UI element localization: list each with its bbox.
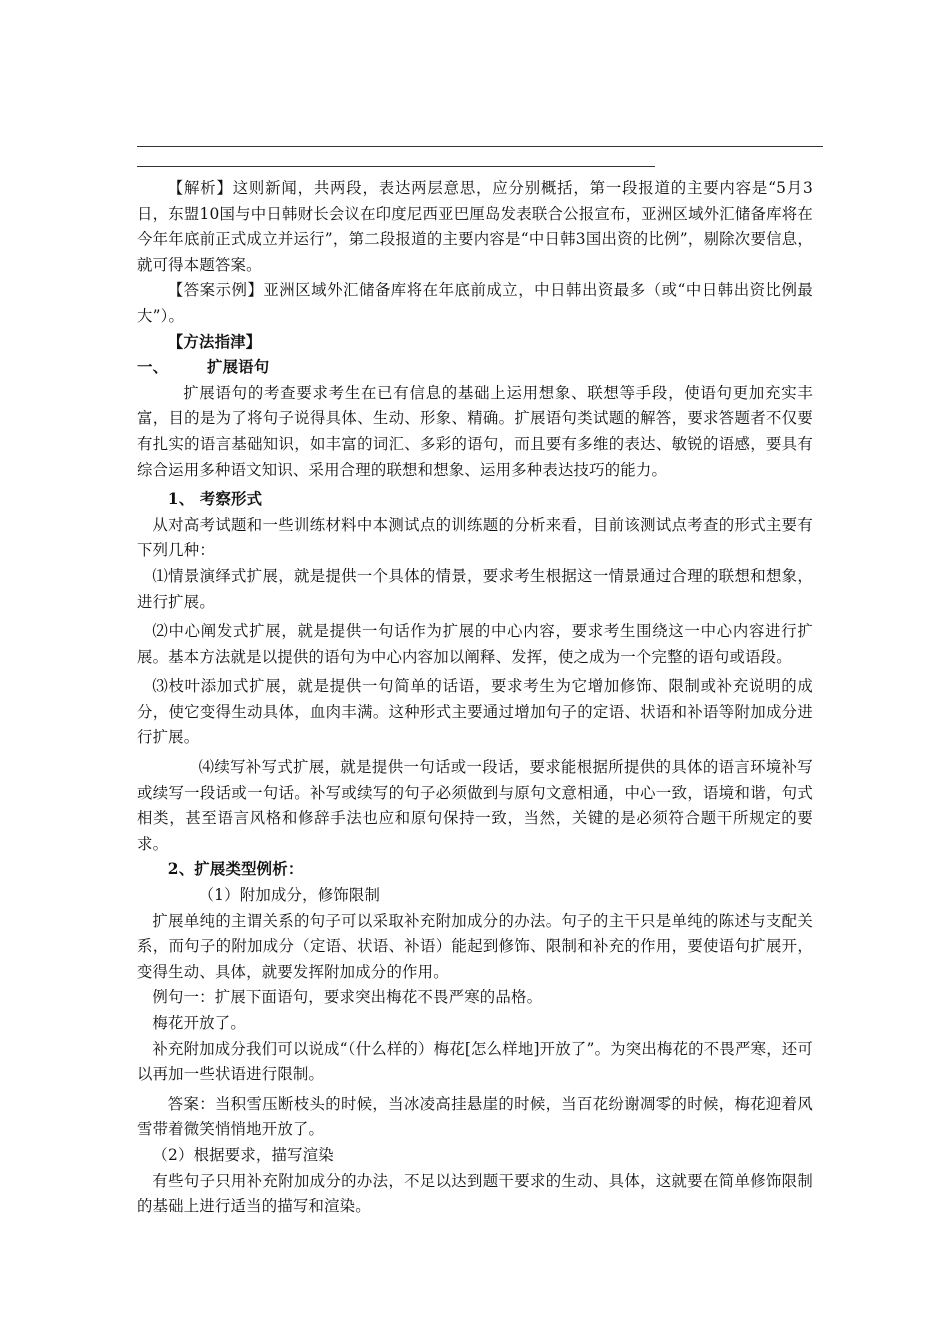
form-item-2: ⑵中心阐发式扩展，就是提供一句话作为扩展的中心内容，要求考生围绕这一中心内容进行扩展。基本方法就是以提供的语句为中心内容加以阐释、发挥，使之成为一个完整的语句或语段。 [137,622,813,666]
subsection-1-title: 1、 考察形式 [167,490,263,509]
subsection-2-title: 2、扩展类型例析： [167,860,304,879]
section-intro: 扩展语句的考查要求考生在已有信息的基础上运用想象、联想等手段，使语句更加充实丰富，目的是为了将句子说得具体、生动、形象、精确。扩展语句类试题的解答，要求答题者不仅要有扎实的语言基础知识，如丰富的词汇、多彩的语句，而且要有多维的表达、敏锐的语感，要具有综合运用多种语文知识、采用合理的联想和想象、运用多种表达技巧的能力。 [137,383,813,479]
answer-line-1 [137,146,823,147]
form-item-3: ⑶枝叶添加式扩展，就是提供一句简单的话语，要求考生为它增加修饰、限制或补充说明的成分，使它变得生动具体，血肉丰满。这种形式主要通过增加句子的定语、状语和补语等附加成分进行扩展。 [137,677,813,747]
analysis-label: 【解析】 [167,179,233,197]
example-1-answer: 答案：当积雪压断枝头的时候，当冰凌高挂悬崖的时候，当百花纷谢凋零的时候，梅花迎着风雪带着微笑悄悄地开放了。 [137,1094,813,1139]
type-2-text: 有些句子只用补充附加成分的办法，不足以达到题干要求的生动、具体，这就要在简单修饰限制的基础上进行适当的描写和渲染。 [137,1171,813,1216]
example-1-note: 补充附加成分我们可以说成“（什么样的）梅花[怎么样地]开放了”。为突出梅花的不畏严寒，还可以再加一些状语进行限制。 [137,1039,813,1084]
answer-example-text: 亚洲区域外汇储备库将在年底前成立，中日韩出资最多（或“中日韩出资比例最大”）。 [137,281,813,325]
section-number: 一、 [137,358,169,377]
section-title: 扩展语句 [207,358,270,377]
type-1-title: （1）附加成分，修饰限制 [198,886,381,905]
answer-line-2 [137,166,655,167]
section-heading [137,355,813,381]
example-1-question: 例句一：扩展下面语句，要求突出梅花不畏严寒的品格。 [152,988,543,1007]
type-1-text: 扩展单纯的主谓关系的句子可以采取补充附加成分的办法。句子的主干只是单纯的陈述与支配关系，而句子的附加成分（定语、状语、补语）能起到修饰、限制和补充的作用，要使语句扩展开，变得生动、具体，就要发挥附加成分的作用。 [137,911,813,981]
type-2-title: （2）根据要求，描写渲染 [152,1145,334,1164]
analysis-paragraph [137,176,813,278]
form-item-1: ⑴情景演绎式扩展，就是提供一个具体的情景，要求考生根据这一情景通过合理的联想和想象，进行扩展。 [137,566,813,611]
analysis-text: 这则新闻，共两段，表达两层意思，应分别概括，第一段报道的主要内容是“5月3日，东盟10国与中日韩财长会议在印度尼西亚巴厘岛发表联合公报宣布，亚洲区域外汇储备库将在今年年底前正式成立并运行”，第二段报道的主要内容是“中日韩3国出资的比例”，剔除次要信息，就可得本题答案。 [137,179,813,274]
example-1-sentence: 梅花开放了。 [152,1014,246,1032]
answer-example-label: 【答案示例】 [167,281,264,300]
method-heading: 【方法指津】 [167,332,262,351]
answer-example-paragraph [137,278,813,329]
form-item-4: ⑷续写补写式扩展，就是提供一句话或一段话，要求能根据所提供的具体的语言环境补写或续写一段话或一句话。补写或续写的句子必须做到与原句文意相通，中心一致，语境和谐，句式相类，甚至语言风格和修辞手法也应和原句保持一致，当然，关键的是必须符合题干所规定的要求。 [137,758,813,853]
subsection-1-intro: 从对高考试题和一些训练材料中本测试点的训练题的分析来看，目前该测试点考查的形式主要有下列几种： [137,515,813,560]
document-body [137,176,813,1220]
